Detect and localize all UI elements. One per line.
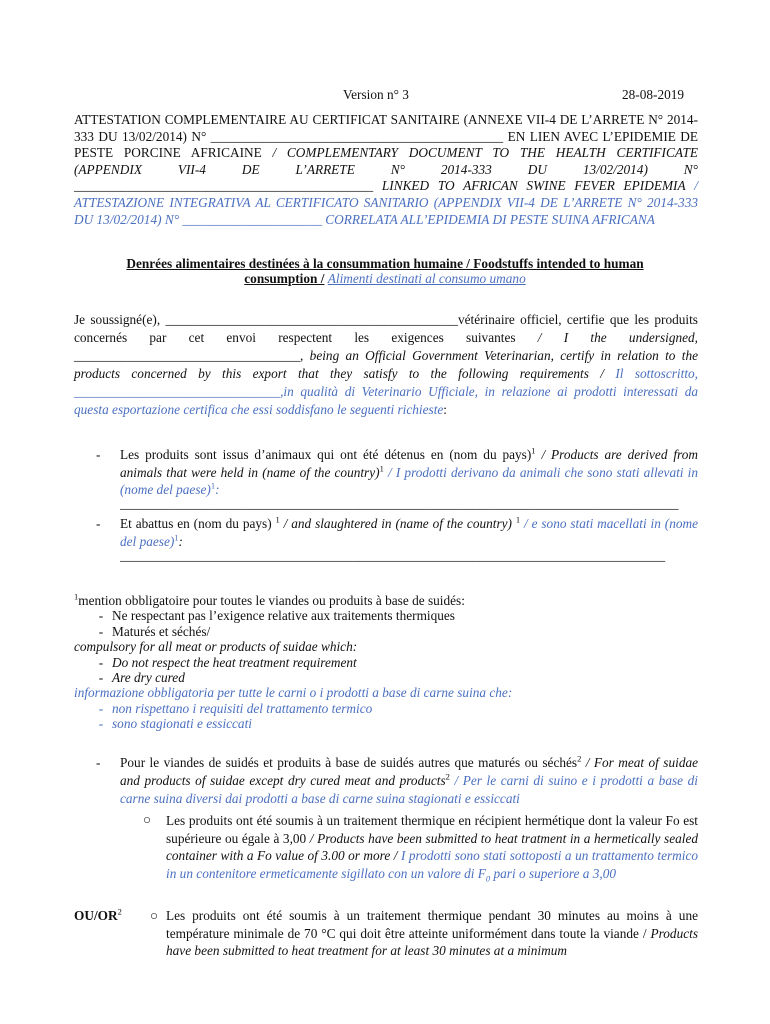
title-it: / ATTESTAZIONE INTEGRATIVA AL CERTIFICATO SANITARIO (APPENDIX VII-4 DE L’ARRETE N° 2014-333 DU 13/02/2014) N° _____________________ CORRELATA ALL’EPIDEMIA DI PESTE SUINA AFRICANA: [74, 178, 698, 227]
origin-fr: Les produits sont issus d’animaux qui ont été détenus en (nom du pays): [120, 447, 532, 462]
option2-en: Products have been submitted to heat treatment for at least 30 minutes at a minimum: [166, 925, 698, 959]
footnote-ref: 1: [379, 463, 384, 474]
list-item-origin: [120, 446, 698, 499]
footnote-en-intro: compulsory for all meat or products of suidae which:: [74, 639, 358, 655]
origin-end: :: [215, 482, 220, 497]
footnote-dash: -: [98, 700, 104, 716]
document-date: 28-08-2019: [622, 87, 685, 102]
list-item-slaughter: [120, 515, 698, 550]
version-label: Version n° 3: [343, 87, 409, 102]
footnote-ref: 2: [445, 771, 450, 782]
declaration-fr: Je soussigné(e), ____________________________________________vétérinaire officiel, certifie que les produits concernés par cet envoi respectent les exigences suivantes: [74, 312, 698, 345]
footnote-fr-intro: mention obbligatoire pour toutes le viandes ou produits à base de suidés:: [78, 593, 465, 608]
footnote-dash: -: [98, 670, 104, 686]
option1-it: I prodotti sono stati sottoposti a un trattamento termico in un contenitore ermeticamente sigillato con un valore di F: [166, 848, 699, 881]
document-title: [74, 112, 698, 228]
footnote-dash: -: [98, 716, 104, 732]
meat-it: / Per le carni di suino e i prodotti a base di carne suina diversi dai prodotti a base di carne suina stagionati e essiccati: [120, 773, 698, 806]
option1-it-end: pari o superiore a 3,00: [493, 865, 617, 881]
slaughter-end: :: [178, 533, 183, 549]
or-label-text: OU/OR: [74, 908, 118, 923]
title-fr: ATTESTATION COMPLEMENTAIRE AU CERTIFICAT SANITAIRE (ANNEXE VII-4 DE L’ARRETE N° 2014-333 DU 13/02/2014) N° ____________________________________________ EN LIEN AVEC L’EPIDEMIE DE PESTE PORCINE AFRICAINE: [74, 112, 698, 161]
declaration-end: :: [443, 402, 447, 417]
footnote-en-item: Are dry cured: [112, 670, 185, 686]
footnote-it-intro: informazione obbligatoria per tutte le carni o i prodotti a base di carne suina che:: [74, 685, 513, 701]
option-heat-treatment-text: [166, 907, 698, 960]
list-dash: -: [96, 447, 101, 462]
footnote-ref: 1: [275, 514, 280, 525]
subtitle-it: Alimenti destinati al consumo umano: [327, 271, 526, 286]
origin-blank-line[interactable]: ____________________________________________________________________________________: [120, 496, 679, 511]
footnote-ref: 1: [174, 532, 179, 543]
meat-fr: Pour le viandes de suidés et produits à base de suidés autres que maturés ou séchés: [120, 755, 578, 770]
footnote-dash: -: [98, 654, 104, 670]
slaughter-en: / and slaughtered in (name of the country): [283, 516, 512, 531]
subtitle-fr-en: Denrées alimentaires destinées à la consummation humaine / Foodstuffs intended to human consumption /: [126, 256, 644, 286]
or-label: [74, 908, 122, 924]
slaughter-it: / e sono stati macellati in (nome del paese): [120, 516, 698, 549]
footnote-it-item: sono stagionati e essiccati: [112, 716, 252, 732]
declaration-en: / I the undersigned, __________________________________, being an Official Government Veterinarian, certify in relation to the products concerned by this export that they satisfy to the following requirements /: [74, 330, 698, 381]
title-en: / COMPLEMENTARY DOCUMENT TO THE HEALTH CERTIFICATE (APPENDIX VII-4 DE L’ARRETE N° 2014-333 DU 13/02/2014) N° _____________________________________________ LINKED TO AFRICAN SWINE FEVER EPIDEMIA: [74, 145, 698, 194]
slaughter-fr: Et abattus en (nom du pays): [120, 516, 272, 531]
origin-en: / Products are derived from animals that were held in (name of the country): [120, 447, 698, 480]
footnote-dash: -: [98, 623, 104, 639]
slaughter-blank-line[interactable]: __________________________________________________________________________________: [120, 548, 666, 563]
radio-option-sealed-container[interactable]: ○: [143, 812, 152, 827]
list-dash: -: [96, 755, 101, 770]
option1-fr: Les produits ont été soumis à un traitement thermique en récipient hermétique dont la valeur Fo est supérieure ou égale à 3,00: [166, 813, 698, 846]
section-subtitle: [120, 256, 650, 286]
footnote-dash: -: [98, 608, 104, 624]
meat-en: / For meat of suidae and products of suidae except dry cured meat and products: [120, 755, 699, 788]
radio-option-heat-treatment[interactable]: ○: [150, 908, 159, 923]
footnote-ref: 1: [515, 514, 521, 525]
option1-en: / Products have been submitted to heat tratment in a hermetically sealed container with a Fo value of 3.00 or more /: [166, 830, 698, 864]
footnote-en-item: Do not respect the heat treatment requirement: [112, 654, 357, 670]
footnote-fr-item: Maturés et séchés/: [112, 623, 211, 639]
option-sealed-container-text: [166, 812, 698, 888]
footnote-ref: 2: [117, 906, 122, 917]
footnote-ref: 1: [531, 445, 536, 456]
declaration-it: Il sottoscritto, _______________________________,in qualità di Veterinario Ufficiale, in relazione ai prodotti interessati da questa esportazione certifica che essi soddisfano le seguenti richieste: [74, 366, 698, 417]
origin-it: / I prodotti derivano da animali che sono stati allevati in (nome del paese): [120, 464, 698, 497]
footnote-ref: 2: [577, 753, 582, 764]
footnote-block: [74, 593, 698, 732]
footnote-mark: 1: [74, 591, 79, 602]
list-dash: -: [96, 516, 101, 531]
footnote-ref: 1: [210, 480, 216, 491]
option2-fr: Les produits ont été soumis à un traitement thermique pendant 30 minutes au moins à une température minimale de 70 °C qui doit être atteinte uniformément dans toute la viande /: [166, 908, 698, 941]
declaration-paragraph: [74, 311, 698, 419]
footnote-fr-item: Ne respectant pas l’exigence relative aux traitements thermiques: [112, 608, 455, 624]
option1-it-sub: 0: [485, 873, 491, 884]
footnote-it-item: non rispettano i requisiti del trattamento termico: [112, 700, 373, 716]
list-item-meat: [120, 754, 698, 808]
